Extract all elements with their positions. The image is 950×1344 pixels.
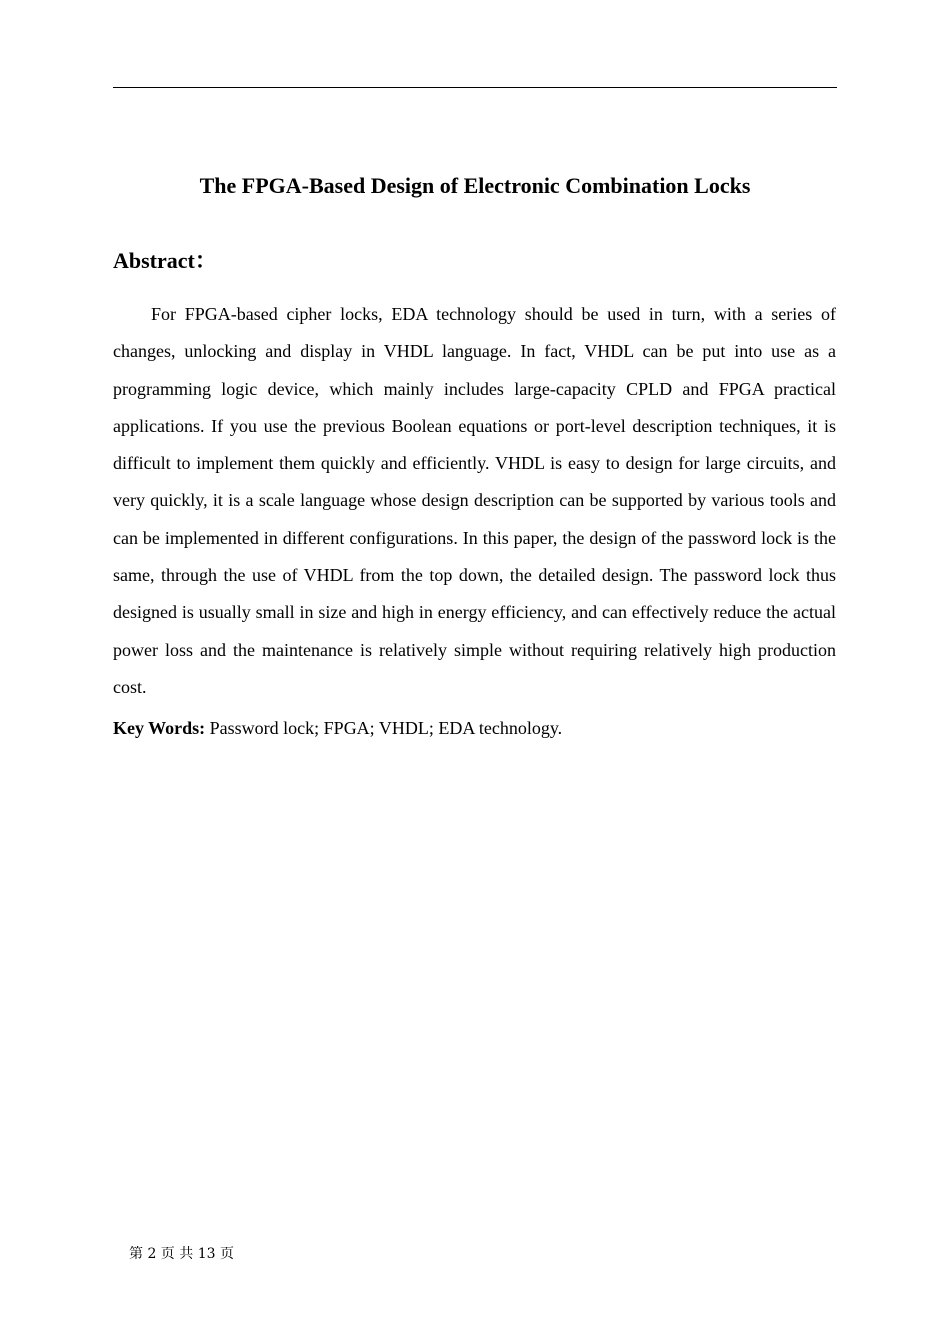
keywords-label: Key Words: (113, 718, 206, 738)
abstract-heading: Abstract： (113, 248, 217, 273)
page-number-footer: 第 2 页 共 13 页 (129, 1246, 234, 1262)
header-rule (113, 87, 837, 88)
page-title: The FPGA-Based Design of Electronic Combination Locks (199, 173, 751, 198)
keywords-line (113, 714, 836, 742)
abstract-body: For FPGA-based cipher locks, EDA technology should be used in turn, with a series of changes, unlocking and display in VHDL language. In fact, VHDL can be put into use as a programming logic device, which mainly includes large-capacity CPLD and FPGA practical applications. If you use the previous Boolean equations or port-level description techniques, it is difficult to implement them quickly and efficiently. VHDL is easy to design for large circuits, and very quickly, it is a scale language whose design description can be supported by various tools and can be implemented in different configurations. In this paper, the design of the password lock is the same, through the use of VHDL from the top down, the detailed design. The password lock thus designed is usually small in size and high in energy efficiency, and can effectively reduce the actual power loss and the maintenance is relatively simple without requiring relatively high production cost. (113, 304, 836, 697)
keywords-text: Password lock; FPGA; VHDL; EDA technology. (205, 718, 563, 738)
